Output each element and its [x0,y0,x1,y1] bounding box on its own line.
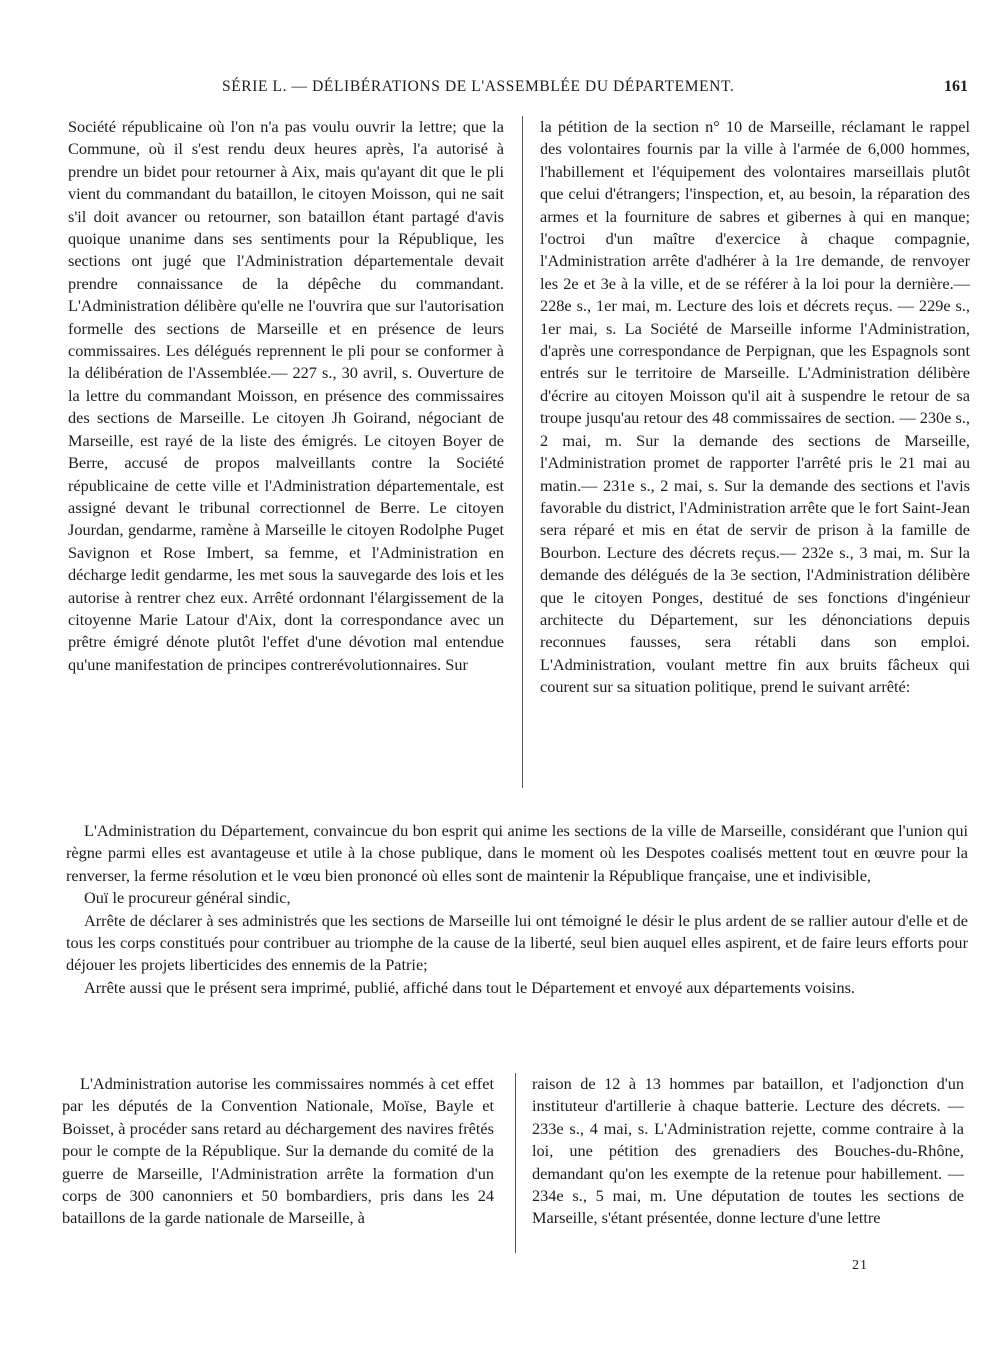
bottom-left-column [62,1073,494,1230]
decree-paragraph: Arrête de déclarer à ses administrés que les sections de Marseille lui ont témoigné le désir le plus ardent de se rallier autour d'elle et de tous les corps constitués pour contribuer au triomphe de la cause de la liberté, seul bien auquel elles aspirent, et de faire leurs efforts pour déjouer les projets liberticides des ennemis de la Patrie; [66,910,968,975]
paragraph: raison de 12 à 13 hommes par bataillon, et l'adjonction d'un instituteur d'artillerie à chaque batterie. Lecture des décrets. — 233e s., 4 mai, s. L'Administration rejette, comme contraire à la loi, une pétition des grenadiers des Bouches-du-Rhône, demandant qu'on les exempte de la retenue pour habillement. — 234e s., 5 mai, m. Une députation de toutes les sections de Marseille, s'étant présentée, donne lecture d'une lettre [532,1074,964,1228]
column-divider [522,116,523,788]
bottom-right-column [532,1073,964,1230]
paragraph: L'Administration autorise les commissaires nommés à cet effet par les députés de la Convention Nationale, Moïse, Bayle et Boisset, à procéder sans retard au déchargement des navires frêtés pour le compte de la République. Sur la demande du comité de la guerre de Marseille, l'Administration arrête la formation d'un corps de 300 canonniers et 50 bombardiers, pris dans les 24 bataillons de la garde nationale de Marseille, à [62,1074,494,1228]
decree-block [66,820,968,999]
top-left-column [68,116,504,676]
decree-paragraph: Ouï le procureur général sindic, [84,888,291,908]
paragraph: la pétition de la section n° 10 de Marseille, réclamant le rappel des volontaires fournis par la ville à l'armée de 6,000 hommes, l'habillement et l'équipement des volontaires marseillais plutôt que celui d'étrangers; l'inspection, et, au besoin, la réparation des armes et la fourniture de sabres et gibernes à qui en manque; l'octroi d'un maître d'exercice à chaque compagnie, l'Administration arrête d'adhérer à la 1re demande, de renvoyer les 2e et 3e à la ville, et de se référer à la loi pour la dernière.— 228e s., 1er mai, m. Lecture des lois et décrets reçus. — 229e s., 1er mai, s. La Société de Marseille informe l'Administration, d'après une correspondance de Perpignan, que les Espagnols sont entrés sur le territoire de Marseille. L'Administration délibère d'écrire au citoyen Moisson qu'il ait à suspendre le retour de sa troupe jusqu'au retour des 48 commissaires de section. — 230e s., 2 mai, m. Sur la demande des sections de Marseille, l'Administration promet de rapporter l'arrêté pris le 21 mai au matin.— 231e s., 2 mai, s. Sur la demande des sections et l'avis favorable du district, l'Administration arrête que le fort Saint-Jean sera réparé et mis en état de servir de prison à la famille de Bourbon. Lecture des décrets reçus.— 232e s., 3 mai, m. Sur la demande des délégués de la 3e section, l'Administration délibère que le citoyen Ponges, destitué de ses fonctions d'ingénieur architecte du Département, sur les dénonciations depuis reconnues fausses, sera rétabli dans son emploi. L'Administration, voulant mettre fin aux bruits fâcheux qui courent sur sa situation politique, prend le suivant arrêté: [540,117,970,697]
page-number: 161 [944,78,968,95]
decree-paragraph: L'Administration du Département, convaincue du bon esprit qui anime les sections de la ville de Marseille, considérant que l'union qui règne parmi elles est avantageuse et utile à la chose publique, dans le moment où les Despotes coalisés mettent tout en œuvre pour la renverser, la ferme résolution et le vœu bien prononcé où elles sont de maintenir la République française, une et indivisible, [66,821,968,885]
top-right-column [540,116,970,699]
signature-mark: 21 [852,1258,868,1273]
paragraph: Société républicaine où l'on n'a pas voulu ouvrir la lettre; que la Commune, où il s'est rendu deux heures après, l'a autorisé à prendre un bidet pour retourner à Aix, mais qu'ayant dit que le pli vient du commandant du bataillon, le citoyen Moisson, qui ne sait s'il doit avancer ou retourner, son bataillon étant partagé d'avis quoique unanime dans ses sentiments pour la République, les sections ont jugé que l'Administration départementale devait prendre connaissance de la dépêche du commandant. L'Administration délibère qu'elle ne l'ouvrira que sur l'autorisation formelle des sections de Marseille et en présence de leurs commissaires. Les délégués reprennent le pli pour se conformer à la délibération de l'Assemblée.— 227 s., 30 avril, s. Ouverture de la lettre du commandant Moisson, en présence des commissaires des sections de Marseille. Le citoyen Jh Goirand, négociant de Marseille, est rayé de la liste des émigrés. Le citoyen Boyer de Berre, accusé de propos malveillants contre la Société républicaine de cette ville et l'Administration départementale, est assigné devant le tribunal correctionnel de Berre. Le citoyen Jourdan, gendarme, ramène à Marseille le citoyen Rodolphe Puget Savignon et Rose Imbert, sa femme, et l'Administration en décharge ledit gendarme, les met sous la sauvegarde des lois et les autorise à rentrer chez eux. Arrêté ordonnant l'élargissement de la citoyenne Marie Latour d'Aix, dont la correspondance avec un prêtre émigré dénote plutôt l'effet d'une dévotion mal entendue qu'une manifestation de principes contrerévolutionnaires. Sur [68,117,504,674]
column-divider [515,1073,516,1253]
decree-paragraph: Arrête aussi que le présent sera imprimé, publié, affiché dans tout le Département et envoyé aux départements voisins. [84,977,855,997]
running-title: SÉRIE L. — DÉLIBÉRATIONS DE L'ASSEMBLÉE DU DÉPARTEMENT. [222,78,735,95]
page-header [0,78,1000,100]
